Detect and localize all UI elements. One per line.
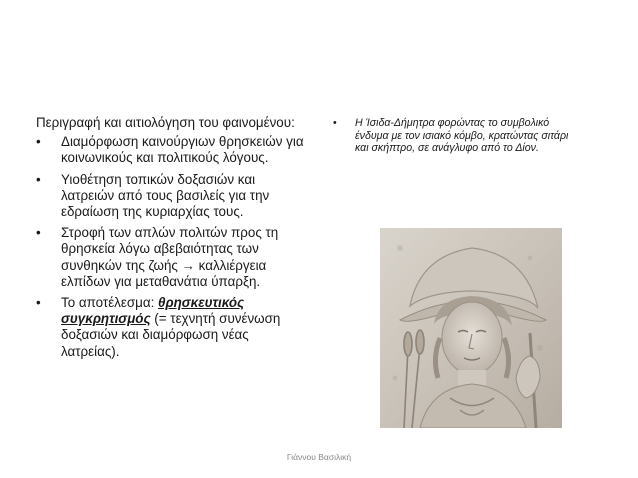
bullet-dot: • (36, 171, 41, 187)
intro-text: Περιγραφή και αιτιολόγηση του φαινομένου: (36, 115, 295, 130)
bullet-dot: • (333, 117, 337, 129)
list-item (36, 172, 308, 221)
list-item-result (36, 295, 308, 360)
list-item-text: Υιοθέτηση τοπικών δοξασιών και λατρειών από τους βασιλείς για την εδραίωση της κυριαρχίας τους. (61, 171, 270, 220)
list-item (36, 134, 308, 166)
result-term-line2: συγκρητισμός (61, 311, 151, 327)
right-caption-block (333, 117, 583, 155)
list-item-text: Στροφή των απλών πολιτών προς τη θρησκεία λόγω αβεβαιότητας των συνθηκών της ζωής → καλλιέργεια ελπίδων για μεταθανάτια ύπαρξη. (61, 225, 279, 289)
list-item (36, 225, 308, 290)
bullet-dot: • (36, 225, 41, 241)
list-item-text: Διαμόρφωση καινούργιων θρησκειών για κοινωνικούς και πολιτικούς λόγους. (61, 134, 304, 166)
result-term-line1: θρησκευτικός (158, 295, 245, 311)
left-text-block (36, 115, 308, 365)
caption-text: Η Ίσιδα-Δήμητρα φορώντας το συμβολικό ένδυμα με τον ισιακό κόμβο, κρατώντας σιτάρι και σκήπτρο, σε ανάγλυφο από το Δίον. (355, 117, 569, 155)
image-caption (333, 117, 583, 155)
bullet-dot: • (36, 134, 41, 150)
relief-photo (380, 228, 562, 428)
bullet-list (36, 134, 308, 360)
result-suffix: (= τεχνητή συνένωση δοξασιών και διαμόρφωση νέας λατρείας). (61, 311, 281, 359)
bullet-dot: • (36, 295, 41, 311)
result-prefix: Το αποτέλεσμα: (61, 295, 159, 311)
footer-author: Γιάννου Βασιλική (286, 452, 352, 462)
